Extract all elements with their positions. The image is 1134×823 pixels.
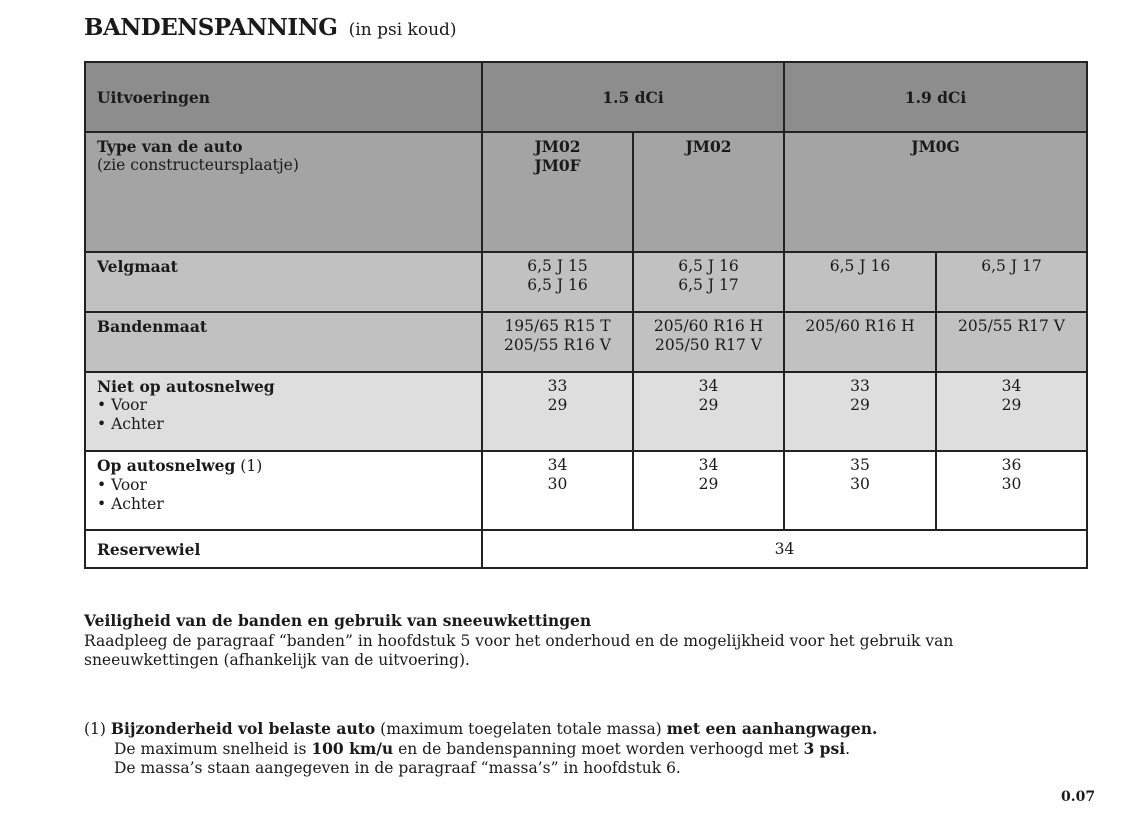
row-not-highway bbox=[85, 372, 1087, 451]
rim-value: 6,5 J 15 bbox=[527, 257, 588, 275]
tyre-value: 195/65 R15 T bbox=[504, 317, 611, 335]
tyre-label: Bandenmaat bbox=[85, 312, 482, 372]
rim-cell-1 bbox=[482, 252, 633, 312]
tyre-pressure-table bbox=[84, 61, 1088, 569]
footnote-text: De maximum snelheid is bbox=[114, 740, 312, 758]
pressure-front: 34 bbox=[698, 456, 719, 474]
pressure-rear: 29 bbox=[850, 396, 870, 414]
tyre-cell-1 bbox=[482, 312, 633, 372]
highway-cell-4 bbox=[936, 451, 1087, 530]
rim-cell-3: 6,5 J 16 bbox=[784, 252, 936, 312]
footnote-text: . bbox=[845, 740, 851, 758]
footnote-bold: Bijzonderheid vol belaste auto bbox=[110, 719, 376, 738]
row-tyre-size bbox=[85, 312, 1087, 372]
not-highway-cell-3 bbox=[784, 372, 936, 451]
type-cell-2: JM02 bbox=[633, 132, 784, 252]
footnote-line-3: De massa’s staan aangegeven in de paragraaf “massa’s” in hoofdstuk 6. bbox=[114, 759, 681, 777]
title-main: BANDENSPANNING bbox=[84, 14, 338, 41]
type-jm0f: JM0F bbox=[534, 156, 581, 175]
pressure-rear: 29 bbox=[698, 396, 719, 414]
rear-label: • Achter bbox=[97, 495, 164, 513]
pressure-front: 34 bbox=[547, 456, 568, 474]
rim-value: 6,5 J 16 bbox=[527, 276, 588, 294]
pressure-front: 36 bbox=[1001, 456, 1022, 474]
page-number: 0.07 bbox=[1061, 789, 1096, 805]
highway-cell-1 bbox=[482, 451, 633, 530]
rim-value: 6,5 J 16 bbox=[678, 257, 739, 275]
row-versions bbox=[85, 62, 1087, 132]
front-label: • Voor bbox=[97, 476, 147, 494]
footnote-text: (maximum toegelaten totale massa) bbox=[375, 720, 667, 738]
not-highway-cell-2 bbox=[633, 372, 784, 451]
row-rim bbox=[85, 252, 1087, 312]
footnote bbox=[84, 719, 877, 778]
highway-cell-3 bbox=[784, 451, 936, 530]
row-spare bbox=[85, 530, 1087, 568]
rear-label: • Achter bbox=[97, 415, 164, 433]
pressure-front: 33 bbox=[850, 377, 870, 395]
tyre-cell-4: 205/55 R17 V bbox=[936, 312, 1087, 372]
rim-cell-4: 6,5 J 17 bbox=[936, 252, 1087, 312]
safety-text: Raadpleeg de paragraaf “banden” in hoofdstuk 5 voor het onderhoud en de mogelijkheid voor het gebruik van sneeuwkettingen (afhankelijk van de uitvoering). bbox=[84, 632, 954, 669]
pressure-front: 33 bbox=[547, 377, 568, 395]
versions-label: Uitvoeringen bbox=[85, 62, 482, 132]
footnote-bold: 100 km/u bbox=[311, 739, 394, 758]
highway-label-cell bbox=[85, 451, 482, 530]
footnote-text: en de bandenspanning moet worden verhoogd met bbox=[393, 740, 804, 758]
tyre-value: 205/60 R16 H bbox=[653, 317, 764, 335]
pressure-rear: 30 bbox=[1001, 475, 1022, 493]
page-title bbox=[84, 14, 457, 41]
highway-cell-2 bbox=[633, 451, 784, 530]
rim-value: 6,5 J 17 bbox=[678, 276, 739, 294]
tyre-cell-2 bbox=[633, 312, 784, 372]
spare-value: 34 bbox=[482, 530, 1087, 568]
type-label-cell bbox=[85, 132, 482, 252]
row-highway bbox=[85, 451, 1087, 530]
highway-label: Op autosnelweg bbox=[97, 456, 236, 475]
not-highway-cell-4 bbox=[936, 372, 1087, 451]
type-jm02: JM02 bbox=[534, 137, 581, 156]
tyre-cell-3: 205/60 R16 H bbox=[784, 312, 936, 372]
type-sublabel: (zie constructeursplaatje) bbox=[97, 156, 299, 174]
type-cell-1 bbox=[482, 132, 633, 252]
highway-note-marker: (1) bbox=[240, 457, 263, 475]
pressure-rear: 30 bbox=[850, 475, 870, 493]
footnote-bold: met een aanhangwagen. bbox=[666, 719, 878, 738]
pressure-rear: 29 bbox=[1001, 396, 1022, 414]
not-highway-label-cell bbox=[85, 372, 482, 451]
version-19dci: 1.9 dCi bbox=[784, 62, 1087, 132]
rim-label: Velgmaat bbox=[85, 252, 482, 312]
rim-cell-2 bbox=[633, 252, 784, 312]
footnote-bold: 3 psi bbox=[803, 739, 846, 758]
spare-label: Reservewiel bbox=[85, 530, 482, 568]
pressure-front: 35 bbox=[850, 456, 870, 474]
pressure-front: 34 bbox=[698, 377, 719, 395]
tyre-value: 205/50 R17 V bbox=[655, 336, 762, 354]
pressure-rear: 30 bbox=[547, 475, 568, 493]
pressure-front: 34 bbox=[1001, 377, 1022, 395]
front-label: • Voor bbox=[97, 396, 147, 414]
pressure-rear: 29 bbox=[698, 475, 719, 493]
title-sub: (in psi koud) bbox=[348, 20, 457, 40]
footnote-marker: (1) bbox=[84, 720, 106, 738]
row-type bbox=[85, 132, 1087, 252]
type-cell-3: JM0G bbox=[784, 132, 1087, 252]
pressure-rear: 29 bbox=[547, 396, 568, 414]
not-highway-cell-1 bbox=[482, 372, 633, 451]
not-highway-label: Niet op autosnelweg bbox=[97, 377, 275, 396]
version-15dci: 1.5 dCi bbox=[482, 62, 784, 132]
safety-heading: Veiligheid van de banden en gebruik van sneeuwkettingen bbox=[84, 611, 592, 630]
tyre-value: 205/55 R16 V bbox=[504, 336, 611, 354]
type-label: Type van de auto bbox=[97, 137, 243, 156]
